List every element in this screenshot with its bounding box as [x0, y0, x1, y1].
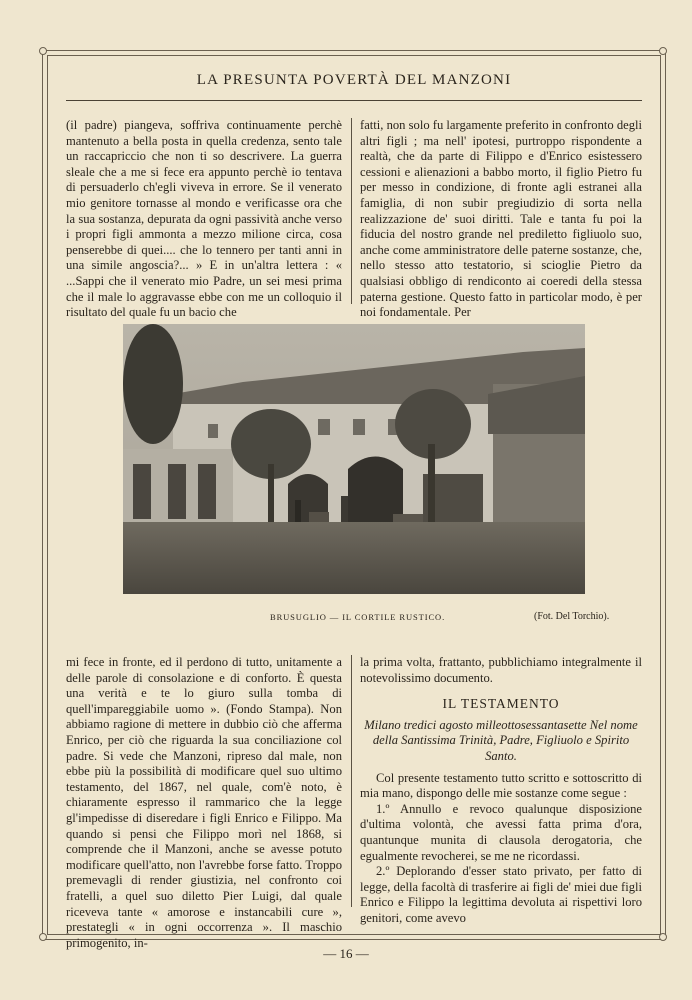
courtyard-photo-illustration [123, 324, 585, 594]
testament-dateline: Milano tredici agosto milleottosessantasette Nel nome della Santissima Trinità, Padre, Figliuolo e Spirito Santo. [364, 717, 638, 763]
corner-ornament [39, 933, 47, 941]
testament-paragraph: 2.º Deplorando d'esser stato privato, per fatto di legge, della facoltà di trasferire ai figli de' miei due figli Enrico e Filippo la legittima devoluta ai rispettivi loro genitori, come avevo [360, 864, 642, 925]
corner-ornament [39, 47, 47, 55]
column-top-left [66, 118, 342, 321]
photo-credit: (Fot. Del Torchio). [534, 611, 610, 622]
body-paragraph: fatti, non solo fu largamente preferito in confronto degli altri figli ; ma nell' ipotesi, purtroppo rispondente a realtà, che da parte di Filippo e d'Enrico esistessero cessioni e alienazioni a babbo morto, il figlio Pietro fu per messo in condizione, di fronte agli estranei alla famiglia, di non subir pregiudizio di sorta nella realizzazione de' suoi diritti. Tale e tanta fu poi la fiducia del nostro grande nel prediletto figliuolo suo, anche come amministratore delle paterne sostanze, che, nello stesso atto testatorio, si scioglie Pietro da qualsiasi obbligo di rendiconto ai coeredi della stessa paterna gestione. Questo fatto in particolar modo, è per noi fondamentale. Per [360, 118, 642, 320]
section-title: IL TESTAMENTO [442, 696, 560, 712]
figure-caption: BRUSUGLIO — IL CORTILE RUSTICO. [270, 612, 446, 622]
header-rule [66, 100, 642, 101]
column-divider [351, 655, 352, 907]
column-bottom-left [66, 655, 342, 951]
corner-ornament [659, 933, 667, 941]
page-number: — 16 — [323, 946, 369, 961]
corner-ornament [659, 47, 667, 55]
body-paragraph: (il padre) piangeva, soffriva continuamente perchè mantenuto a bella posta in quella credenza, sento tale un raccapriccio che non ti so descrivere. La guerra sleale che a me si fece era appunto perchè io tentava di persuaderlo ch'egli viveva in errore. Se il venerato mio genitore tornasse al mondo e verificasse ora che la sua sostanza, depurata da ogni passività anche verso i propri figli ammonta a mezzo milione circa, cosa penserebbe di quei.... che lo tennero per tanti anni in una simile angoscia?... » E in un'altra lettera : « ...Sappi che il venerato mio Padre, un sei mesi prima che il male lo aggravasse ebbe con me un colloquio il risultato del quale fu un bacio che [66, 118, 342, 320]
column-divider [351, 118, 352, 304]
courtyard-photo [123, 324, 585, 594]
testament-paragraph: Col presente testamento tutto scritto e sottoscritto di mia mano, dispongo delle mie sostanze come segue : [360, 770, 642, 801]
testament-paragraph: 1.º Annullo e revoco qualunque disposizione d'ultima volontà, che avessi fatta prima d'ora, quantunque munita di clausola derogatoria, che egualmente revocherei, se me ne ricordassi. [360, 801, 642, 863]
intro-paragraph: la prima volta, frattanto, pubblichiamo integralmente il notevolissimo documento. [360, 655, 642, 685]
body-paragraph: mi fece in fronte, ed il perdono di tutto, unitamente a delle parole di consolazione e di conforto. È questa una verità e te lo giuro sulla tomba di quell'impareggiabile uomo ». (Fondo Stampa). Non abbiamo ragione di mettere in dubbio ciò che afferma Enrico, per ciò che riguarda la sua conciliazione col padre. Si vede che Manzoni, ripreso dal male, non ebbe più la possibilità di modificare quel suo ultimo testamento, del 1867, nel quale, com'è noto, è chiaramente espresso il rammarico che la legge gl'impedisse di diseredare i figli Enrico e Filippo. Ma quando si pensi che Filippo morì nel 1868, si comprende che il Manzoni, anche se avesse potuto modificare quell'atto, non l'avrebbe forse fatto. Troppo premevagli di render giustizia, nel confronto coi fratelli, a quel suo diletto Pier Luigi, dal quale riceveva tante « amorose e instancabili cure », prestategli « in ogni occorrenza ». Il maschio primogenito, in- [66, 655, 342, 950]
column-top-right [360, 118, 642, 321]
column-bottom-right [360, 655, 642, 927]
running-head: LA PRESUNTA POVERTÀ DEL MANZONI [196, 72, 512, 88]
